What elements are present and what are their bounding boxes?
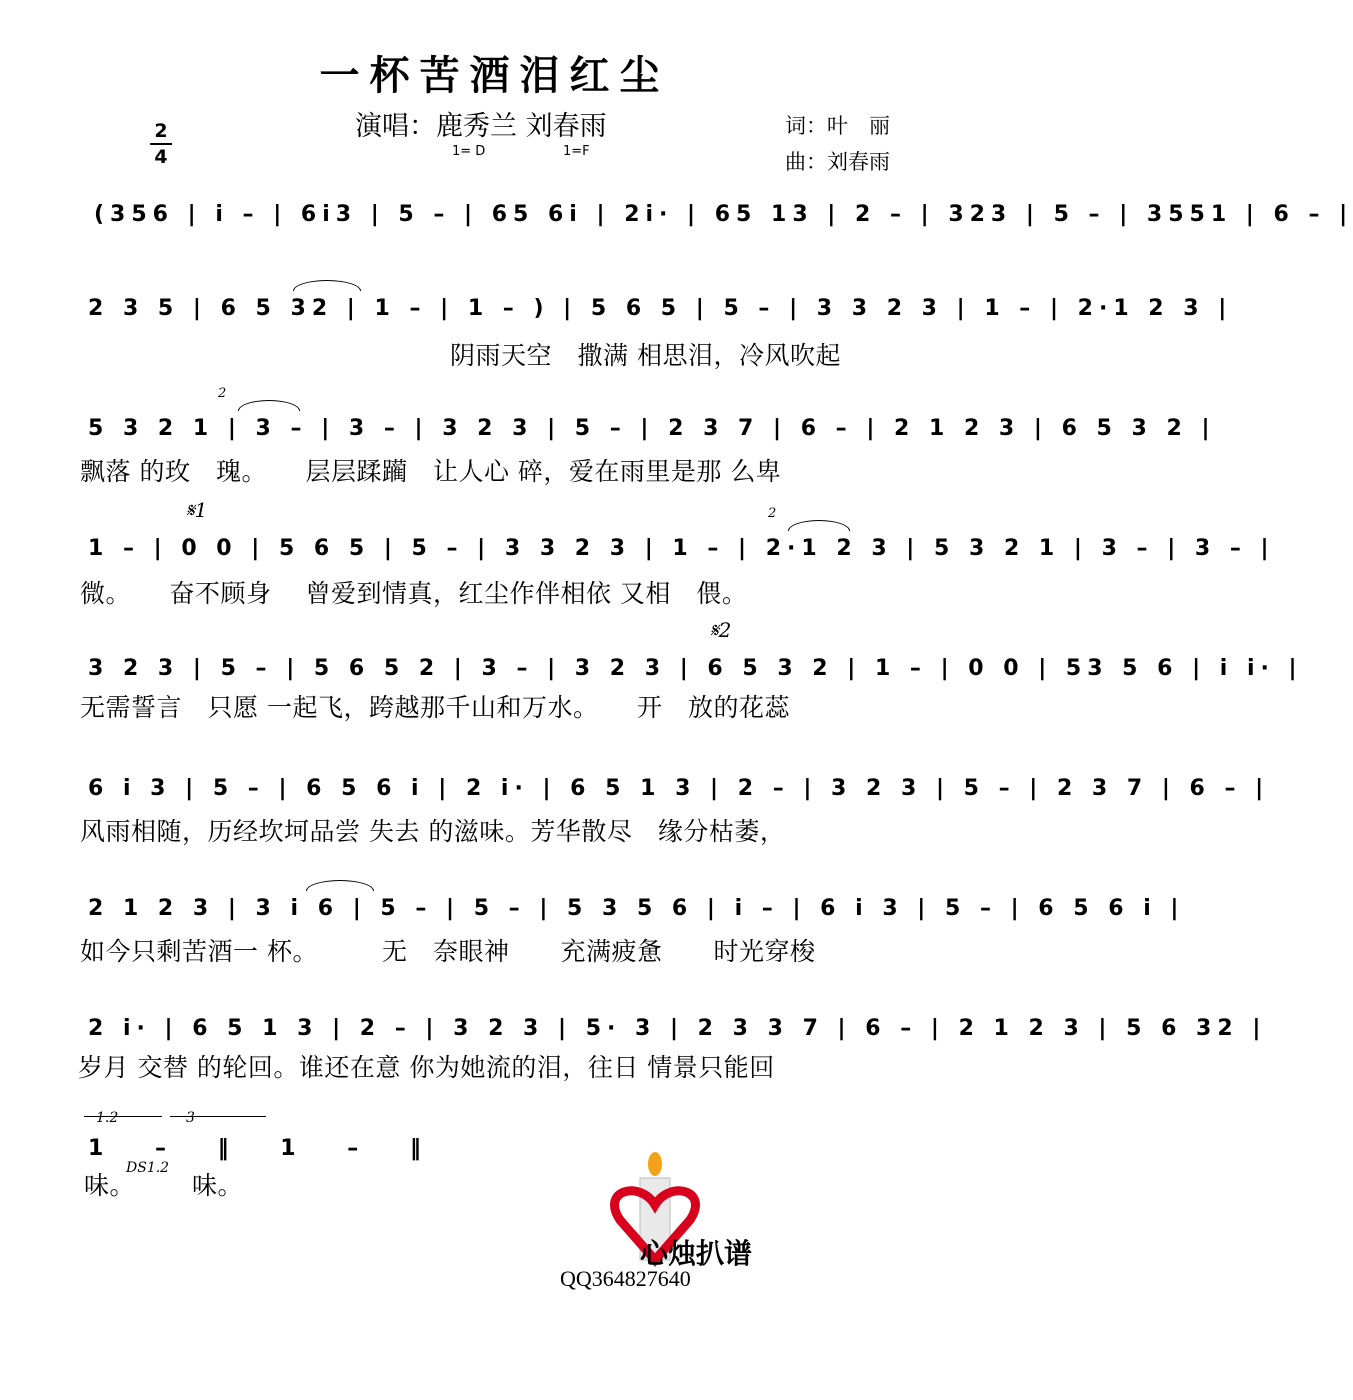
notes-line-8 — [88, 1010, 1267, 1046]
tie-arc — [788, 520, 850, 531]
notes-line-3 — [88, 410, 1216, 446]
time-signature — [150, 120, 172, 168]
key-signature-1: 1= D — [452, 144, 486, 159]
key-signature-2: 1=F — [563, 144, 590, 159]
notation-text: 2 3 5 | 6 5 32 | 1 – | 1 – ) | 5 6 5 | 5 – | 3 3 2 3 | 1 – | 2·1 2 3 | — [88, 296, 1233, 321]
meter-change-mark: 2 — [218, 386, 227, 401]
notation-text: 2 1 2 3 | 3 i 6 | 5 – | 5 – | 5 3 5 6 | i – | 6 i 3 | 5 – | 6 5 6 i | — [88, 896, 1185, 921]
segno-1: 𝄋1 — [186, 498, 208, 522]
qq-contact: QQ364827640 — [560, 1266, 691, 1291]
singer-credit: 演唱：鹿秀兰 刘春雨 — [355, 111, 607, 142]
notation-text: 2 i· | 6 5 1 3 | 2 – | 3 2 3 | 5· 3 | 2 3 3 7 | 6 – | 2 1 2 3 | 5 6 32 | — [88, 1016, 1267, 1041]
notation-text: 6 i 3 | 5 – | 6 5 6 i | 2 i· | 6 5 1 3 | 2 – | 3 2 3 | 5 – | 2 3 7 | 6 – | — [88, 776, 1270, 801]
volta-bracket-2 — [170, 1116, 266, 1117]
volta-2: 3 — [186, 1110, 195, 1126]
lyrics-ending-2: 味。 — [192, 1171, 244, 1200]
notation-text: (356 | i – | 6i3 | 5 – | 65 6i | 2i· | 65 13 | 2 – | 323 | 5 – | 3551 | 6 – | — [94, 202, 1353, 227]
notation-text: 5 3 2 1 | 3 – | 3 – | 3 2 3 | 5 – | 2 3 7 | 6 – | 2 1 2 3 | 6 5 3 2 | — [88, 416, 1216, 441]
logo-text: 心烛扒谱 — [640, 1237, 753, 1270]
meter-change-mark: 2 — [768, 506, 777, 521]
segno-2: 𝄋2 — [710, 618, 732, 642]
song-title: 一杯苦酒泪红尘 — [319, 52, 670, 99]
notation-text: 1 – | 0 0 | 5 6 5 | 5 – | 3 3 2 3 | 1 – | 2·1 2 3 | 5 3 2 1 | 3 – | 3 – | — [88, 536, 1275, 561]
score-line-1 — [88, 196, 1353, 248]
tie-arc — [306, 880, 374, 891]
notation-text: 1 – ‖ 1 – ‖ — [88, 1136, 443, 1161]
lyricist-credit: 词：叶 丽 — [785, 114, 890, 138]
notes-line-6 — [88, 770, 1270, 806]
tie-arc — [293, 280, 361, 291]
notation-text: 3 2 3 | 5 – | 5 6 5 2 | 3 – | 3 2 3 | 6 5 3 2 | 1 – | 0 0 | 53 5 6 | i i· | — [88, 656, 1303, 681]
lyrics-ending-1: 味。 — [84, 1171, 136, 1200]
volta-1: 1.2 — [96, 1110, 119, 1126]
tie-arc — [238, 400, 300, 411]
notes-line-9 — [88, 1130, 908, 1166]
lyrics-line-2: 阴雨天空 撒满 相思泪，冷风吹起 — [450, 341, 841, 370]
notes-line-7 — [88, 890, 1185, 926]
ds-mark: DS1.2 — [126, 1160, 170, 1176]
notes-line-2 — [88, 290, 1233, 326]
score-line-2 — [88, 290, 1233, 342]
lyrics-line-6: 风雨相随，历经坎坷品尝 失去 的滋味。芳华散尽 缘分枯萎， — [80, 817, 786, 846]
lyrics-line-8: 岁月 交替 的轮回。谁还在意 你为她流的泪，往日 情景只能回 — [78, 1053, 775, 1082]
composer-credit: 曲：刘春雨 — [785, 150, 890, 174]
notes-line-5 — [88, 650, 1303, 686]
volta-bracket-1 — [84, 1116, 162, 1117]
notes-line-4 — [88, 530, 1275, 566]
lyrics-line-4: 微。 奋不顾身 曾爱到情真，红尘作伴相依 又相 偎。 — [80, 579, 748, 608]
meter-bottom: 4 — [154, 146, 168, 168]
lyrics-line-5: 无需誓言 只愿 一起飞，跨越那千山和万水。 开 放的花蕊 — [80, 693, 790, 722]
notes-line-1 — [88, 196, 1353, 232]
lyrics-line-7: 如今只剩苦酒一 杯。 无 奈眼神 充满疲惫 时光穿梭 — [80, 937, 816, 966]
meter-top: 2 — [154, 120, 168, 142]
lyrics-line-3: 飘落 的玫 瑰。 层层蹂躏 让人心 碎，爱在雨里是那 么卑 — [80, 457, 782, 486]
meter-divider — [150, 143, 172, 145]
